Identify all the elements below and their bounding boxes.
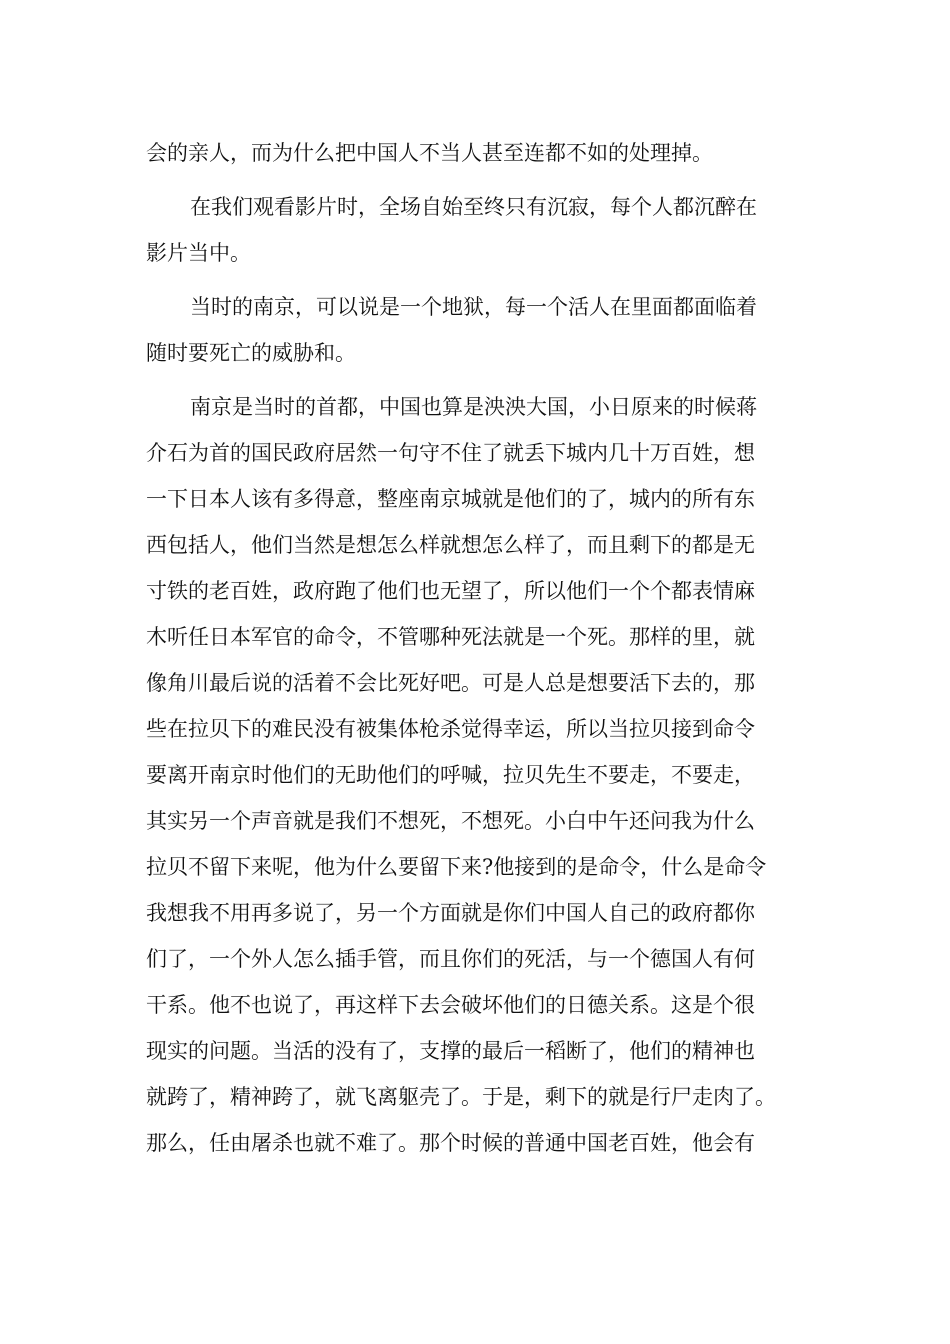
text-line: 随时要死亡的威胁和。 <box>146 341 356 365</box>
paragraph-4 <box>146 384 826 1166</box>
text-line: 一下日本人该有多得意，整座南京城就是他们的了，城内的所有东 <box>146 487 755 511</box>
text-line: 现实的问题。当活的没有了，支撑的最后一稻断了，他们的精神也 <box>146 1039 755 1063</box>
text-line: 拉贝不留下来呢，他为什么要留下来?他接到的是命令，什么是命令 <box>146 855 767 879</box>
text-body <box>146 130 826 1166</box>
text-line: 西包括人，他们当然是想怎么样就想怎么样了，而且剩下的都是无 <box>146 533 755 557</box>
text-line: 些在拉贝下的难民没有被集体枪杀觉得幸运，所以当拉贝接到命令 <box>146 717 755 741</box>
text-line: 要离开南京时他们的无助他们的呼喊，拉贝先生不要走，不要走， <box>146 763 755 787</box>
text-line: 会的亲人，而为什么把中国人不当人甚至连都不如的处理掉。 <box>146 141 713 165</box>
text-line: 那么，任由屠杀也就不难了。那个时候的普通中国老百姓，他会有 <box>146 1131 755 1155</box>
text-line: 们了，一个外人怎么插手管，而且你们的死活，与一个德国人有何 <box>146 947 755 971</box>
text-line: 我想我不用再多说了，另一个方面就是你们中国人自己的政府都你 <box>146 901 755 925</box>
text-line: 木听任日本军官的命令，不管哪种死法就是一个死。那样的里，就 <box>146 625 755 649</box>
text-line: 在我们观看影片时，全场自始至终只有沉寂，每个人都沉醉在 <box>190 195 757 219</box>
text-line: 就跨了，精神跨了，就飞离躯壳了。于是，剩下的就是行尸走肉了。 <box>146 1085 776 1109</box>
text-line: 其实另一个声音就是我们不想死，不想死。小白中午还问我为什么 <box>146 809 755 833</box>
text-line: 像角川最后说的活着不会比死好吧。可是人总是想要活下去的，那 <box>146 671 755 695</box>
paragraph-1 <box>146 130 826 176</box>
text-line: 寸铁的老百姓，政府跑了他们也无望了，所以他们一个个都表情麻 <box>146 579 755 603</box>
text-line: 南京是当时的首都，中国也算是泱泱大国，小日原来的时候蒋 <box>190 395 757 419</box>
paragraph-2 <box>146 184 826 276</box>
text-line: 介石为首的国民政府居然一句守不住了就丢下城内几十万百姓，想 <box>146 441 755 465</box>
text-line: 影片当中。 <box>146 241 251 265</box>
text-line: 干系。他不也说了，再这样下去会破坏他们的日德关系。这是个很 <box>146 993 755 1017</box>
paragraph-3 <box>146 284 826 376</box>
text-line: 当时的南京，可以说是一个地狱，每一个活人在里面都面临着 <box>190 295 757 319</box>
